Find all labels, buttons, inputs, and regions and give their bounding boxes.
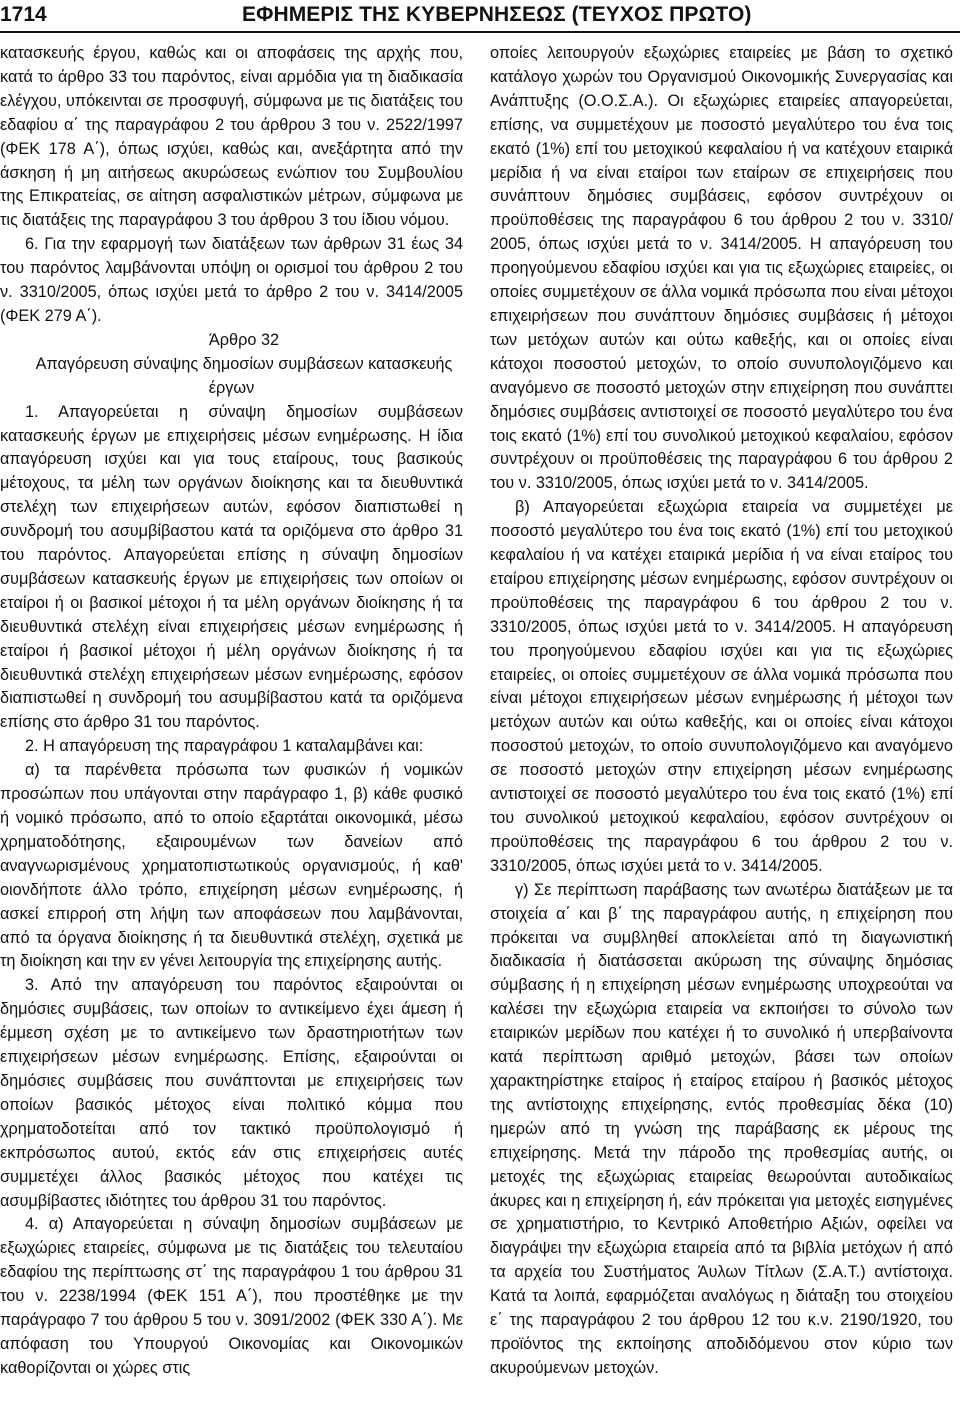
paragraph: γ) Σε περίπτωση παράβασης των ανωτέρω διατάξεων με τα στοιχεία α΄ και β΄ της παραγράφου αυτής, η επιχείρηση που πρόκειται να συμβληθεί αποκλείεται από τη διαγωνιστική διαδικασία ή διατάσσεται ακύρωση της σύναψης δημόσιας σύμβασης ή η επιχείρηση μέσων ενημέρωσης υποχρεούται να καλέσει την εξωχώρια εταιρεία να εκποιήσει το σύνολο των εταιρικών μερίδων που κατέχει ή το συνολικό ή υπερβαίνοντα κατά περίπτωση αριθμό μετοχών, βάσει των οποίων χαρακτηρίστηκε εταίρος ή εταίρος εταίρου ή βασικός μέτοχος της αντίστοιχης επιχείρησης, εντός προθεσμίας δέκα (10) ημερών από τη γνώση της παράβασης εκ μέρους της επιχείρησης. Μετά την πάροδο της προθεσμίας αυτής, οι μετοχές της εξωχώριας εταιρείας θεωρούνται αυτοδικαίως άκυρες και η επιχείρηση ή, εάν πρόκειται για μετοχές εισηγμένες σε χρηματιστήριο, το Κεντρικό Αποθετήριο Αξιών, οφείλει να διαγράψει την εξωχώρια εταιρεία από τα βιβλία μετόχων ή από τα αρχεία του Συστήματος Άυλων Τίτλων (Σ.Α.Τ.) αντίστοιχα. Κατά τα λοιπά, εφαρμόζεται αναλόγως η διάταξη του στοιχείου ε΄ της παραγράφου 2 του άρθρου 12 του κ.ν. 2190/1920, του προϊόντος της εκποίησης αποδιδόμενου στον κύριο των ακυρούμενων μετοχών. [490,880,953,1377]
gazette-title: ΕΦΗΜΕΡΙΣ ΤΗΣ ΚΥΒΕΡΝΗΣΕΩΣ (ΤΕΥΧΟΣ ΠΡΩΤΟ) [242,3,752,26]
paragraph: 1. Απαγορεύεται η σύναψη δημοσίων συμβάσεων κατασκευής έργων με επιχειρήσεις μέσων ενημέρωσης. Η ίδια απαγόρευση ισχύει και για τους εταίρους, τους βασικούς μέτοχους, τα μέλη των οργάνων διοίκησης και τα διευθυντικά στελέχη των επιχειρήσεων αυτών, εφόσον διαπιστωθεί η συνδρομή του ασυμβίβαστου κατά τα οριζόμενα στο άρθρο 31 του παρόντος. Απαγορεύεται επίσης η σύναψη δημοσίων συμβάσεων κατασκευής έργων με επιχειρήσεις των οποίων οι εταίροι ή οι βασικοί μέτοχοι ή τα μέλη οργάνων διοίκησης ή τα διευθυντικά στελέχη είναι επιχειρήσεις μέσων ενημέρωσης ή εταίροι ή βασικοί μέτοχοι ή μέλη οργάνων διοίκησης ή τα διευθυντικά στελέχη επιχειρήσεων μέσων ενημέρωσης, εφόσον διαπιστωθεί η συνδρομή του ασυμβίβαστου κατά τα οριζόμενα επίσης στο άρθρο 31 του παρόντος. [0,402,463,732]
right-column [490,42,953,1381]
header-rule [0,31,960,33]
page-number: 1714 [0,3,47,26]
left-column [0,42,463,1381]
paragraph: 4. α) Απαγορεύεται η σύναψη δημοσίων συμβάσεων με εξωχώριες εταιρείες, σύμφωνα με τις διατάξεις του τελευταίου εδαφίου της περίπτωσης στ΄ της παραγράφου 1 του άρθρου 31 του ν. 2238/1994 (ΦΕΚ 151 Α΄), που προστέθηκε με την παράγραφο 7 του άρθρου 5 του ν. 3091/2002 (ΦΕΚ 330 Α΄). Με απόφαση του Υπουργού Οικονομίας και Οικονομικών καθορίζονται οι χώρες στις [0,1215,463,1377]
paragraph: 6. Για την εφαρμογή των διατάξεων των άρθρων 31 έως 34 του παρόντος λαμβάνονται υπόψη οι ορισμοί του άρθρου 2 του ν. 3310/2005, όπως ισχύει μετά το άρθρο 2 του ν. 3414/2005 (ΦΕΚ 279 Α΄). [0,235,463,325]
paragraph: οποίες λειτουργούν εξωχώριες εταιρείες με βάση το σχετικό κατάλογο χωρών του Οργανισμού Οικονομικής Συνεργασίας και Ανάπτυξης (Ο.Ο.Σ.Α.). Οι εξωχώριες εταιρείες απαγορεύεται, επίσης, να συμμετέχουν με ποσοστό μεγαλύτερο του ένα τοις εκατό (1%) επί του μετοχικού κεφαλαίου ή να κατέχουν εταιρικά μερίδια ή να είναι εταίροι των εταίρων σε επιχειρήσεις που συνάπτουν δημόσιες συμβάσεις, εφόσον συντρέχουν οι προϋποθέσεις της παραγράφου 6 του άρθρου 2 του ν. 3310/ 2005, όπως ισχύει μετά το ν. 3414/2005. Η απαγόρευση του προηγούμενου εδαφίου ισχύει και για τις εξωχώριες εταιρείες, οι οποίες συμμετέχουν σε άλλα νομικά πρόσωπα που είναι μέτοχοι επιχειρήσεων που συνάπτουν δημόσιες συμβάσεις ή μέτοχοι των μετόχων αυτών και ούτω καθεξής, και οι οποίες είναι κάτοχοι ποσοστού μετοχών, το οποίο συνυπολογιζόμενο και αναγόμενο σε ποσοστό μετοχών στην επιχείρηση που συνάπτει δημόσιες συμβάσεις αντιστοιχεί σε ποσοστό μεγαλύτερο του ένα τοις εκατό (1%) επί του συνολικού μετοχικού κεφαλαίου, εφόσον συντρέχουν οι προϋποθέσεις της παραγράφου 6 του άρθρου 2 του ν. 3310/2005, όπως ισχύει μετά το ν. 3414/2005. [490,44,953,493]
paragraph: 2. Η απαγόρευση της παραγράφου 1 καταλαμβάνει και: [25,737,424,756]
paragraph: α) τα παρένθετα πρόσωπα των φυσικών ή νομικών προσώπων που υπάγονται στην παράγραφο 1, β) κάθε φυσικό ή νομικό πρόσωπο, από το οποίο εξαρτάται οικονομικά, μέσω χρηματοδότησης, εξαιρουμένων των δανείων από αναγνωρισμένους χρηματοπιστωτικούς οργανισμούς, ή καθ' οιονδήποτε άλλο τρόπο, επιχείρηση μέσων ενημέρωσης, ή ασκεί επιρροή στη λήψη των αποφάσεων που λαμβάνονται, από τα όργανα διοίκησης ή τα διευθυντικά στελέχη, σχετικά με τη διοίκηση και την εν γένει λειτουργία της επιχείρησης αυτής. [0,761,463,971]
paragraph: κατασκευής έργου, καθώς και οι αποφάσεις της αρχής που, κατά το άρθρο 33 του παρόντος, είναι αρμόδια για τη διαδικασία ελέγχου, υπόκεινται σε προσφυγή, σύμφωνα με τις διατάξεις του εδαφίου α΄ της παραγράφου 2 του άρθρου 3 του ν. 2522/1997 (ΦΕΚ 178 Α΄), όπως ισχύει, καθώς και, ανεξάρτητα από την άσκηση ή μη αιτήσεως ακυρώσεως ενώπιον του Συμβουλίου της Επικρατείας, σε αίτηση ασφαλιστικών μέτρων, σύμφωνα με τις διατάξεις της παραγράφου 3 του άρθρου 3 του ίδιου νόμου. [0,44,463,230]
article-number: Άρθρο 32 [208,330,280,349]
paragraph: 3. Από την απαγόρευση του παρόντος εξαιρούνται οι δημόσιες συμβάσεις, των οποίων το αντικείμενο έχει άμεση ή έμμεση σχέση με το αντικείμενο των δραστηριοτήτων των επιχειρήσεων μέσων ενημέρωσης. Επίσης, εξαιρούνται οι δημόσιες συμβάσεις που συνάπτονται με επιχειρήσεις των οποίων βασικός μέτοχος είναι πολιτικό κόμμα που χρηματοδοτείται από τον τακτικό προϋπολογισμό ή εκπρόσωπος αυτού, εκτός εάν στις επιχειρήσεις αυτές συμμετέχει άλλος βασικός μέτοχος που κατέχει τις ασυμβίβαστες ιδιότητες του άρθρου 31 του παρόντος. [0,976,463,1210]
article-title: Απαγόρευση σύναψης δημοσίων συμβάσεων κατασκευής έργων [35,354,453,397]
paragraph: β) Απαγορεύεται εξωχώρια εταιρεία να συμμετέχει με ποσοστό μεγαλύτερο του ένα τοις εκατό (1%) επί του μετοχικού κεφαλαίου ή να κατέχει εταιρικά μερίδια ή να είναι εταίρος του εταίρου επιχείρησης μέσων ενημέρωσης, εφόσον συντρέχουν οι προϋποθέσεις της παραγράφου 6 του άρθρου 2 του ν. 3310/2005, όπως ισχύει μετά το ν. 3414/2005. Η απαγόρευση του προηγούμενου εδαφίου ισχύει και για τις εξωχώριες εταιρείες, οι οποίες συμμετέχουν σε άλλα νομικά πρόσωπα που είναι μέτοχοι επιχειρήσεων μέσων ενημέρωσης ή μέτοχοι των μετόχων αυτών και ούτω καθεξής, και οι οποίες είναι κάτοχοι ποσοστού μετοχών, το οποίο συνυπολογιζόμενο και αναγόμενο σε ποσοστό μετοχών στην επιχείρηση μέσων ενημέρωσης αντιστοιχεί σε ποσοστό μεγαλύτερο του ένα τοις εκατό (1%) επί του συνολικού μετοχικού κεφαλαίου, εφόσον συντρέχουν οι προϋποθέσεις της παραγράφου 6 του άρθρου 2 του ν. 3310/2005, όπως ισχύει μετά το ν. 3414/2005. [490,498,953,875]
page-header [0,0,960,32]
